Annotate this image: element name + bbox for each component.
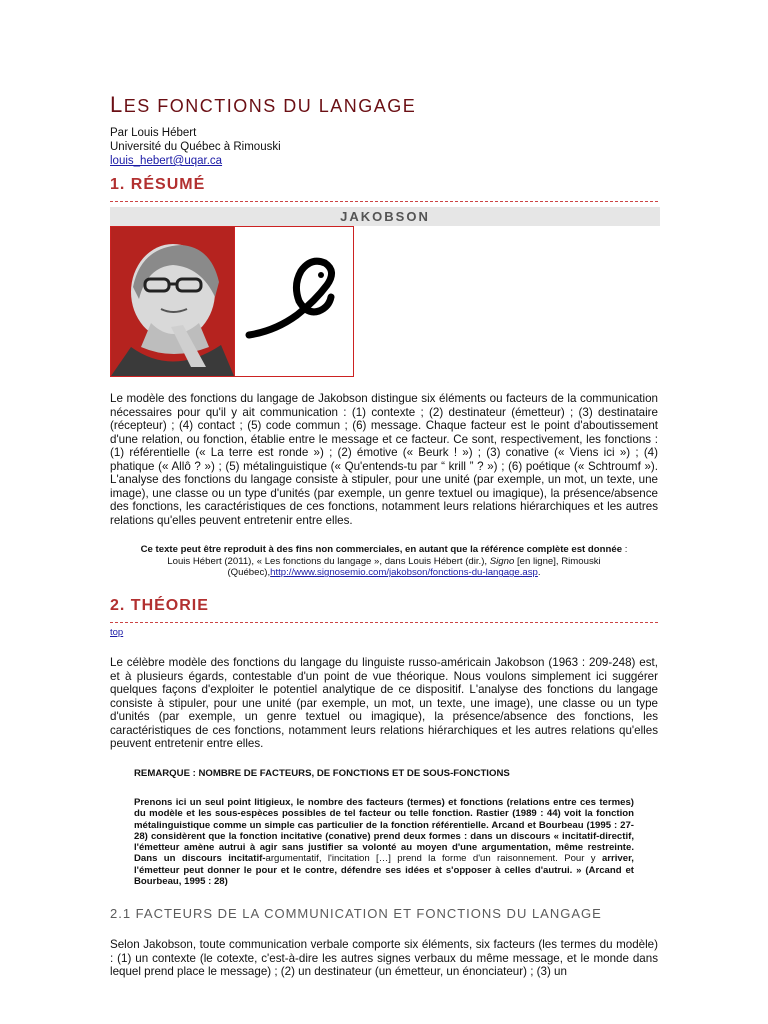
section-heading-theorie: 2. THÉORIE <box>110 597 209 614</box>
poetic-glyph <box>235 227 353 376</box>
notice-bold: Ce texte peut être reproduit à des fins non commerciales, en autant que la référence complète est donnée <box>140 544 623 555</box>
subsection-heading: 2.1 FACTEURS DE LA COMMUNICATION ET FONCTIONS DU LANGAGE <box>110 906 602 921</box>
reproduction-notice <box>110 544 658 579</box>
notice-url-link[interactable]: http://www.signosemio.com/jakobson/fonctions-du-langage.asp <box>270 567 538 579</box>
remark-bold: Prenons ici un seul point litigieux, le nombre des facteurs (termes) et fonctions (relations entre ces termes) du modèle et les sous-espèces possibles de tel facteur ou telle fonction. Rastier (1989 : 44) voit la fonction métalinguistique comme un simple cas particulier de la fonction référentielle. Arcand et Bourbeau (1995 : 27-28) considèrent que la fonction incitative (conative) prend deux formes : dans un discours « incitatif-directif, l'émetteur amène autrui à agir sans justifier sa volonté au moyen d'une argumentation, même restreinte. Dans un discours incitatif- <box>134 797 634 865</box>
remark-paragraph <box>134 797 634 887</box>
remark-light: argumentatif, l'incitation […] prend la forme d'un raisonnement. Pour y <box>265 853 596 865</box>
jakobson-image <box>110 226 354 377</box>
section-heading-resume: 1. RÉSUMÉ <box>110 176 206 193</box>
title-first-letter: L <box>110 92 124 117</box>
remark-bold-end: arriver, l'émetteur peut donner le pour et le contre, défendre ses idées et s'opposer à celles d'autrui. » (Arcand et Bourbeau, 1995 : 28) <box>134 853 634 888</box>
summary-paragraph: Le modèle des fonctions du langage de Jakobson distingue six éléments ou facteurs de la communication nécessaires pour qu'il y ait communication : (1) contexte ; (2) destinateur (émetteur) ; (3) destinataire (récepteur) ; (4) contact ; (5) code commun ; (6) message. Chaque facteur est le point d'aboutissement d'une relation, ou fonction, établie entre le message et ce facteur. Ce sont, respectivement, les fonctions : (1) référentielle (« La terre est ronde ») ; (2) émotive (« Beurk ! ») ; (3) conative (« Viens ici ») ; (4) phatique (« Allô ? ») ; (5) métalinguistique (« Qu'entends-tu par “ krill ” ? ») ; (6) poétique (« Schtroumf »). L'analyse des fonctions du langage consiste à stipuler, pour une unité (par exemple, un mot, un texte, une image), une classe ou un type d'unités (par exemple, un genre textuel ou imagique), la présence/absence des fonctions, les caractéristiques de ces fonctions, notamment leurs relations hiérarchiques et les autres relations qu'elles peuvent entretenir entre elles. <box>110 392 658 527</box>
notice-ref-italic: Signo <box>489 555 515 567</box>
author-info <box>110 126 281 168</box>
email-link[interactable]: louis_hebert@uqar.ca <box>110 155 223 167</box>
section-divider <box>110 201 658 202</box>
notice-ref-end: [en ligne], Rimouski (Québec), <box>227 555 601 579</box>
theory-paragraph: Le célèbre modèle des fonctions du langage du linguiste russo-américain Jakobson (1963 : 209-248) est, et à plusieurs égards, contestable d'un point de vue théorique. Nous voulons simplement ici suggérer quelques façons d'exploiter le potentiel analytique de ce dispositif. L'analyse des fonctions du langage consiste à stipuler, pour une unité (par exemple, un mot, un texte, une image), une classe ou un type d'unités (par exemple, un genre textuel ou imagique), la présence/absence des fonctions, les caractéristiques de ces fonctions, notamment leurs relations hiérarchiques et les autres relations qu'elles peuvent entretenir entre elles. <box>110 656 658 750</box>
notice-colon: : <box>622 544 628 555</box>
top-link[interactable]: top <box>110 627 124 638</box>
author-name: Par Louis Hébert <box>110 127 197 139</box>
notice-ref-start: Louis Hébert (2011), « Les fonctions du langage », dans Louis Hébert (dir.), <box>167 555 490 567</box>
title-rest: ES FONCTIONS DU LANGAGE <box>123 96 417 116</box>
page-title <box>110 92 416 118</box>
last-paragraph: Selon Jakobson, toute communication verbale comporte six éléments, six facteurs (les termes du modèle) : (1) un contexte (le cotexte, c'est-à-dire les autres signes verbaux du même message, et le monde dans lequel prend place le message) ; (2) un destinateur (un émetteur, un énonciateur) ; (3) un <box>110 938 658 978</box>
portrait-photo <box>111 227 235 376</box>
section-divider <box>110 622 658 623</box>
jakobson-band: JAKOBSON <box>110 207 660 226</box>
remark-title: REMARQUE : NOMBRE DE FACTEURS, DE FONCTIONS ET DE SOUS-FONCTIONS <box>134 768 510 779</box>
university: Université du Québec à Rimouski <box>110 141 281 153</box>
notice-period: . <box>537 567 541 579</box>
